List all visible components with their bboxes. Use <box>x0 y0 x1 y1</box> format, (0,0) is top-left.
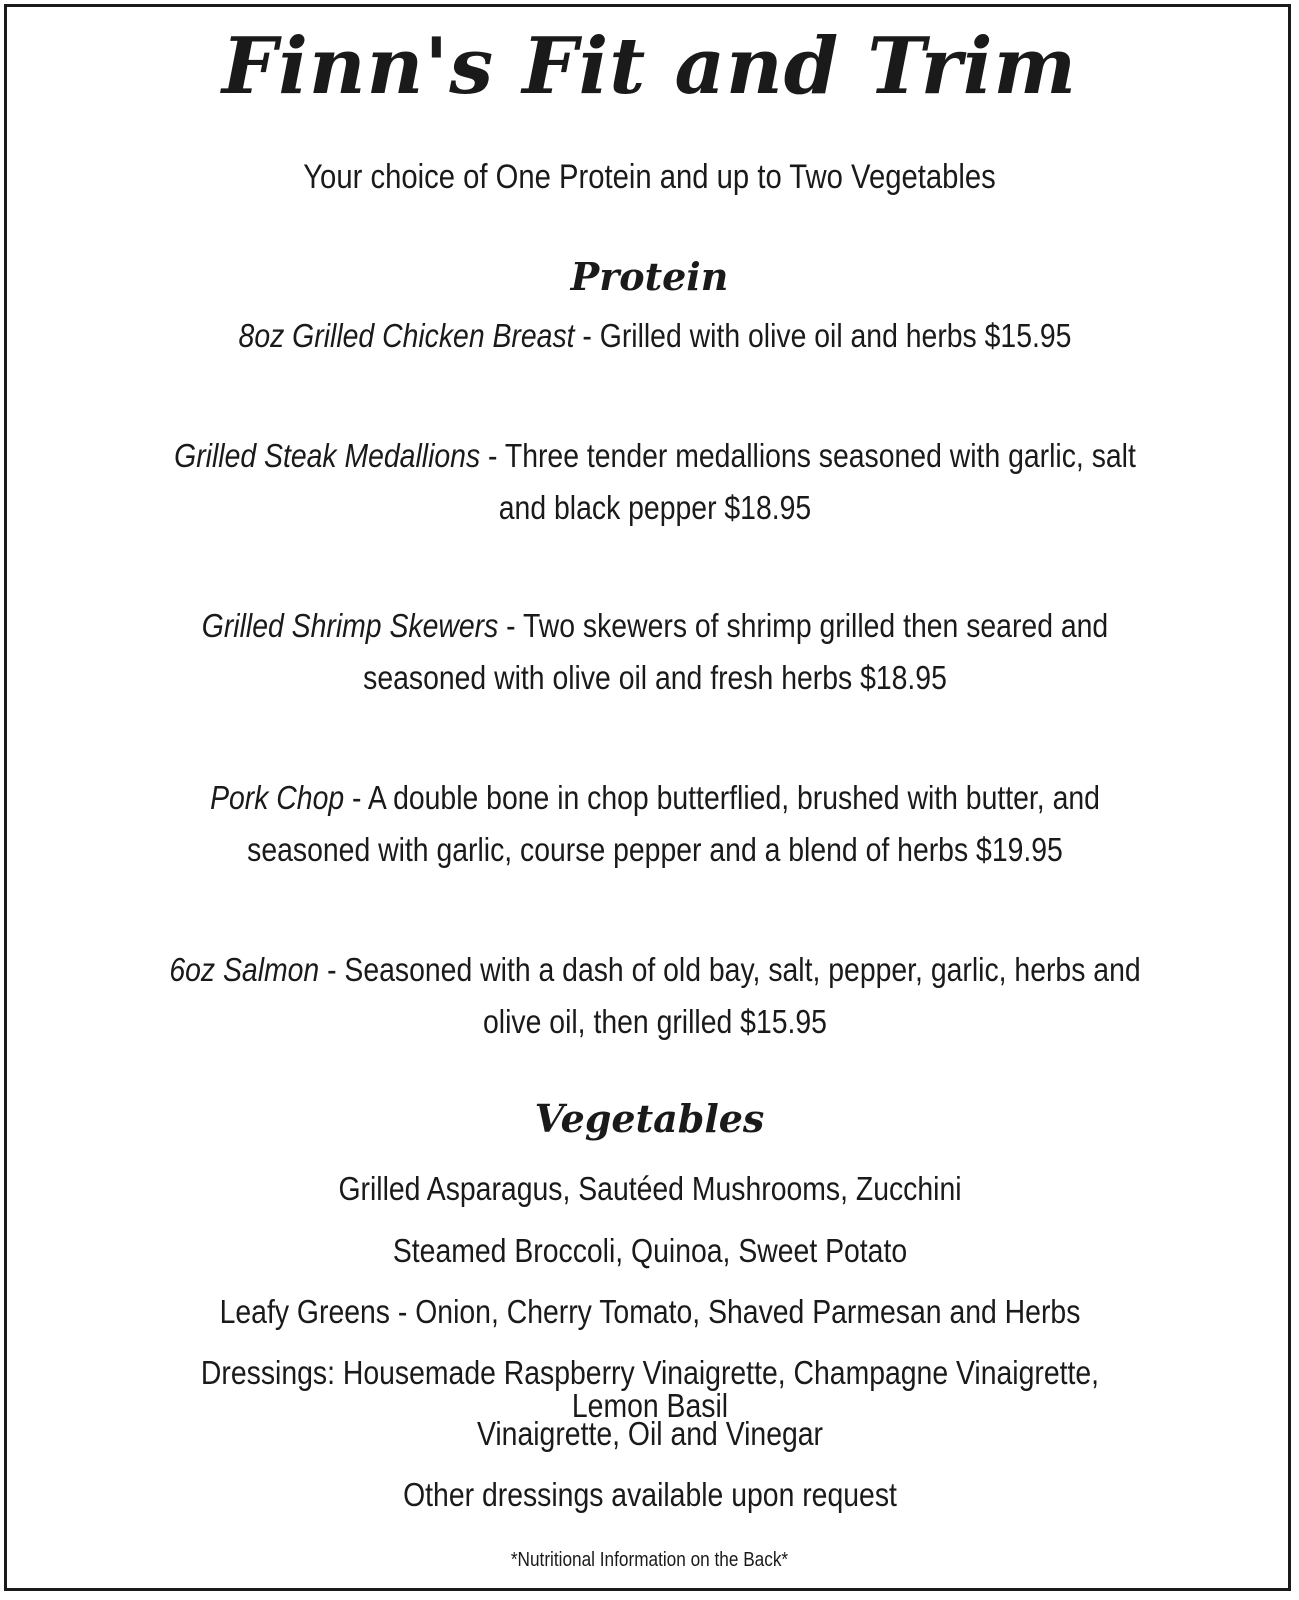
menu-title: Finn's Fit and Trim <box>221 21 1078 112</box>
protein-heading: Protein <box>570 254 729 299</box>
vegetable-line: Grilled Asparagus, Sautéed Mushrooms, Zucchini <box>338 1170 962 1207</box>
vegetable-line: Steamed Broccoli, Quinoa, Sweet Potato <box>392 1232 908 1269</box>
vegetable-line: Dressings: Housemade Raspberry Vinaigrette, Champagne Vinaigrette, Lemon Basil <box>200 1354 1100 1424</box>
protein-separator: - <box>344 779 368 816</box>
protein-item <box>169 430 1141 534</box>
vegetable-line: Leafy Greens - Onion, Cherry Tomato, Shaved Parmesan and Herbs <box>219 1293 1081 1330</box>
protein-name: Grilled Shrimp Skewers <box>201 607 499 644</box>
protein-separator: - <box>574 317 600 354</box>
protein-separator: - <box>480 437 505 474</box>
vegetable-line: Other dressings available upon request <box>403 1476 897 1513</box>
protein-item <box>169 944 1141 1048</box>
protein-name: 8oz Grilled Chicken Breast <box>238 317 575 354</box>
protein-name: Pork Chop <box>210 779 345 816</box>
vegetable-line: Vinaigrette, Oil and Vinegar <box>476 1415 824 1452</box>
protein-description: A double bone in chop butterflied, brushed with butter, and seasoned with garlic, course pepper and a blend of herbs $19.95 <box>247 779 1100 868</box>
protein-name: 6oz Salmon <box>169 951 320 988</box>
vegetables-heading: Vegetables <box>534 1096 765 1141</box>
protein-description: Three tender medallions seasoned with garlic, salt and black pepper $18.95 <box>498 437 1136 526</box>
protein-item <box>169 600 1141 704</box>
protein-name: Grilled Steak Medallions <box>174 437 481 474</box>
protein-description: Two skewers of shrimp grilled then seared and seasoned with olive oil and fresh herbs $18.95 <box>363 607 1109 696</box>
protein-separator: - <box>319 951 345 988</box>
menu-subtitle: Your choice of One Protein and up to Two Vegetables <box>303 158 996 196</box>
protein-item <box>169 310 1141 362</box>
nutrition-footnote: *Nutritional Information on the Back* <box>510 1549 789 1571</box>
protein-description: Seasoned with a dash of old bay, salt, pepper, garlic, herbs and olive oil, then grilled $15.95 <box>344 951 1141 1040</box>
protein-separator: - <box>498 607 523 644</box>
protein-item <box>169 772 1141 876</box>
protein-description: Grilled with olive oil and herbs $15.95 <box>599 317 1072 354</box>
